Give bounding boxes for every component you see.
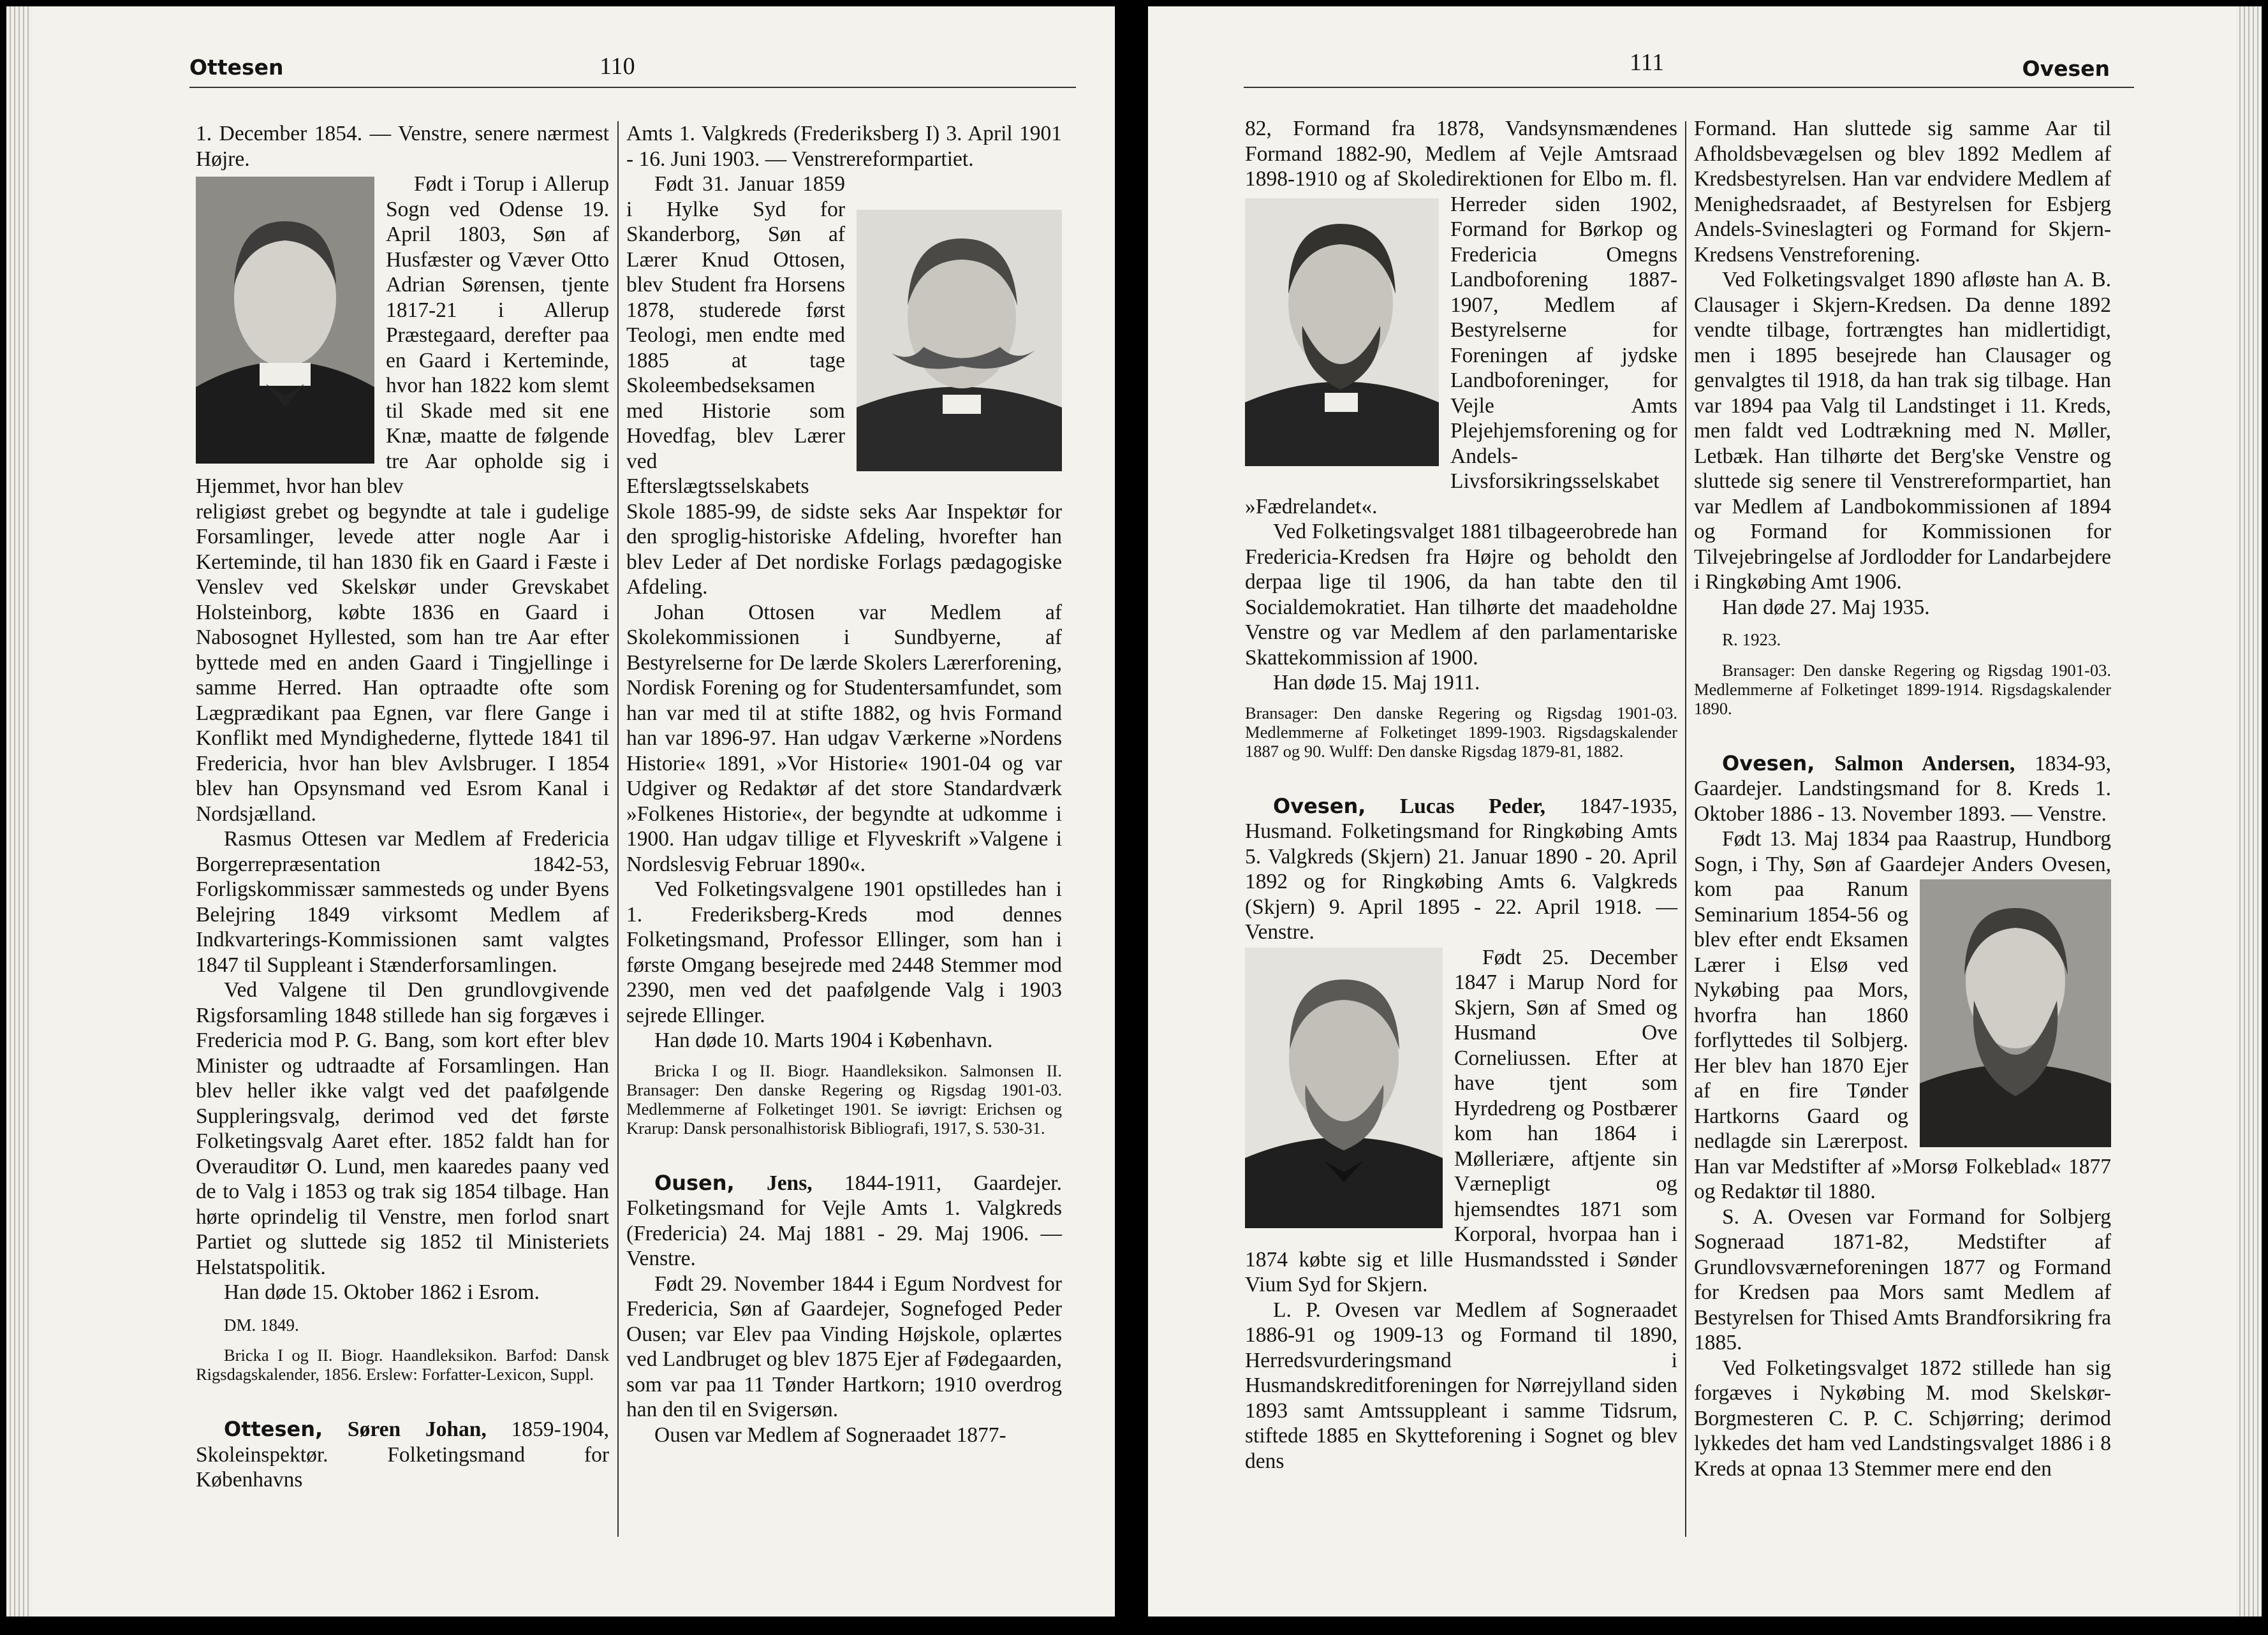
paragraph-text: Født 31. Januar 1859 i Hylke Syd for Skanderborg, Søn af Lærer Knud Ottosen, blev Student fra Horsens 1878, studerede først Teologi, men endte med 1885 at tage Skoleembedseksamen med Historie som Hovedfag, blev Lærer ved Efterslægtsselskabets Skole 1885-99, de sidste seks Aar Inspektør for den sproglig-historiske Afdeling, hvorefter han blev Leder af Det nordiske Forlags pædagogiske Afdeling. <box>626 172 1062 599</box>
entry-heading <box>1245 794 1677 945</box>
paragraph-text: Født i Torup i Allerup Sogn ved Odense 19. April 1803, Søn af Husfæster og Væver Otto Adrian Sørensen, tjente 1817-21 i Allerup Præstegaard, derefter paa en Gaard i Kerteminde, hvor han 1822 kom slemt til Skade med sit ene Knæ, maatte de følgende tre Aar opholde sig i Hjemmet, hvor han blev <box>196 172 609 498</box>
right-page <box>1148 6 2262 1617</box>
paragraph: S. A. Ovesen var Formand for Solbjerg Sogneraad 1871-82, Medstifter af Grundlovsværneforeningen 1877 og Formand for Kredsen paa Mors samt Medlem af Bestyrelsen for Thised Amts Brandforsikring fra 1885. <box>1694 1205 2111 1354</box>
paragraph: Han døde 15. Maj 1911. <box>1273 671 1480 694</box>
paragraph: Ved Folketingsvalget 1881 tilbageerobrede han Fredericia-Kredsen fra Højre og beholdt den derpaa lige til 1906, da han tabte den til Socialdemokratiet. Han tilhørte det maadeholdne Venstre og var Medlem af den parlamentariske Skattekommission af 1900. <box>1245 520 1677 670</box>
left-column-2 <box>626 121 1062 1448</box>
paragraph: Ved Folketingsvalgene 1901 opstilledes han i 1. Frederiksberg-Kreds mod dennes Folketingsmand, Professor Ellinger, som han i første Omgang besejrede med 2448 Stemmer mod 2390, men ved det paafølgende Valg i 1903 sejrede Ellinger. <box>626 877 1062 1027</box>
page-edges <box>2236 6 2262 1617</box>
paragraph-text: Født 13. Maj 1834 paa Raastrup, Hundborg Sogn, i Thy, Søn af Gaardejer Anders Ovesen, kom paa Ranum <box>1694 827 2111 901</box>
right-column-2 <box>1694 116 2111 1481</box>
running-head-name: Ovesen <box>2022 56 2110 81</box>
paragraph <box>1245 116 1677 519</box>
entry-heading <box>626 1171 1062 1272</box>
entry-heading <box>196 1417 609 1493</box>
paragraph: Ousen var Medlem af Sogneraadet 1877- <box>654 1423 1006 1447</box>
entry-description: 1844-1911, Gaardejer. Folketingsmand for Vejle Amts 1. Valgkreds (Fredericia) 24. Maj 1881 - 29. Maj 1906. — Venstre. <box>626 1171 1062 1270</box>
entry-given-names: Salmon Andersen, <box>1815 751 2015 775</box>
portrait-image <box>196 177 374 464</box>
paragraph: L. P. Ovesen var Medlem af Sogneraadet 1886-91 og 1909-13 og Formand til 1890, Herredsvurderingsmand i Husmandskreditforeningen for Nørrejylland siden 1893 samt Amtssuppleant i samme Tidsrum, stiftede 1885 en Skytteforening i Sognet og blev dens <box>1245 1298 1677 1473</box>
page-edges <box>6 6 32 1617</box>
entry-given-names: Søren Johan, <box>323 1418 487 1441</box>
paragraph: Ved Folketingsvalget 1872 stillede han sig forgæves i Nykøbing M. mod Skelskør-Borgmesteren C. P. C. Schjørring; derimod lykkedes det ham ved Landstingsvalget 1886 i 8 Kreds at opnaa 13 Stemmer mere end den <box>1694 1356 2111 1481</box>
paragraph <box>626 172 1062 600</box>
sources-note: Bransager: Den danske Regering og Rigsdag 1901-03. Medlemmerne af Folketinget 1899-1903. Rigsdagskalender 1887 og 90. Wulff: Den danske Rigsdag 1879-81, 1882. <box>1245 703 1677 761</box>
entry-description: 1859-1904, Skoleinspektør. Folketingsmand for Københavns <box>196 1418 609 1492</box>
sources-note: Bricka I og II. Biogr. Haandleksikon. Barfod: Dansk Rigsdagskalender, 1856. Erslew: Forfatter-Lexicon, Suppl. <box>196 1345 609 1384</box>
portrait-photo <box>857 210 1062 471</box>
left-page <box>6 6 1115 1617</box>
paragraph: Ved Folketingsvalget 1890 afløste han A. B. Clausager i Skjern-Kredsen. Da denne 1892 vendte tilbage, fortrængtes han midlertidigt, men i 1895 besejrede han Clausager og genvalgtes til 1918, da han trak sig tilbage. Han var 1894 paa Valg til Landstinget i 11. Kreds, men faldt ved Lodtrækning med N. Møller, Letbæk. Han tilhørte det Berg'ske Venstre og sluttede sig senere til Venstrereformpartiet, han var Medlem af Landbokommissionen af 1894 og Formand for Kommissionen for Tilvejebringelse af Jordlodder for Landarbejdere i Ringkøbing Amt 1906. <box>1694 268 2111 594</box>
entry-surname: Ottesen, <box>224 1417 323 1441</box>
paragraph: Han døde 10. Marts 1904 i København. <box>654 1029 993 1052</box>
paragraph <box>196 172 609 499</box>
paragraph: Han døde 15. Oktober 1862 i Esrom. <box>224 1280 540 1304</box>
portrait-image <box>1920 879 2111 1147</box>
portrait-photo <box>1245 198 1439 466</box>
portrait-photo <box>196 177 374 464</box>
page-number: 110 <box>600 53 635 80</box>
column-divider <box>617 121 619 1537</box>
paragraph <box>1694 826 2111 1205</box>
portrait-image <box>1245 198 1439 466</box>
portrait-photo <box>1920 879 2111 1147</box>
entry-surname: Ovesen, <box>1722 751 1815 775</box>
paragraph: religiøst grebet og begyndte at tale i gudelige Forsamlinger, levede atter nogle Aar i Kerteminde, til han 1830 fik en Gaard i Fæste i Venslev ved Skelskør under Grevskabet Holsteinborg, købte 1836 en Gaard i Nabosognet Hyllested, som han tre Aar efter byttede med en anden Gaard i Tingjellinge i samme Herred. Han optraadte ofte som Lægprædikant paa Egnen, var flere Gange i Konflikt med Myndighederne, flyttede 1841 til Fredericia, hvor han blev Avlsbruger. I 1854 blev han Opsynsmand ved Esrom Kanal i Nordsjælland. <box>196 499 609 826</box>
entry-heading <box>1694 751 2111 827</box>
paragraph-text: Født 25. December 1847 i Marup Nord for Skjern, Søn af Smed og Husmand Ove Corneliussen. Efter at have tjent som Hyrdedreng og Postbærer kom han 1864 i Mølleriære, aftjente sin Værnepligt og hjemsendtes 1871 som Korporal, hvorpaa han i 1874 købte sig et lille Husmandssted i Sønder Vium Syd for Skjern. <box>1245 945 1677 1296</box>
header-rule <box>189 87 1076 88</box>
sources-note: Bransager: Den danske Regering og Rigsdag 1901-03. Medlemmerne af Folketinget 1899-1914. Rigsdagskalender 1890. <box>1694 660 2111 718</box>
entry-given-names: Jens, <box>734 1171 813 1195</box>
paragraph <box>1245 945 1677 1298</box>
portrait-image <box>857 210 1062 471</box>
paragraph-text: Elbo m. fl. Herreder siden 1902, Formand for Børkop og Fredericia Omegns Landboforening 1887-1907, Medlem af Bestyrelserne for Foreningen af jydske Landboforeninger, for Vejle Amts Plejehjemsforening og for Andels-Livsforsikringsselskabet »Fædrelandet«. <box>1245 167 1678 518</box>
portrait-photo <box>1245 948 1443 1228</box>
running-head-name: Ottesen <box>189 55 284 80</box>
paragraph-text: Seminarium 1854-56 og blev efter endt Eksamen Lærer i Elsø ved Nykøbing paa Mors, hvorfra han 1860 forflyttedes til Solbjerg. Her blev han 1870 Ejer af en fire Tønder Hartkorns Gaard og nedlagde sin Lærerpost. Han var Medstifter af »Morsø Folkeblad« 1877 og Redaktør til 1880. <box>1694 902 2111 1203</box>
paragraph-text: 82, Formand fra 1878, Vandsynsmændenes Formand 1882-90, Medlem af Vejle Amtsraad 1898-1910 og af Skoledirektionen for <box>1245 117 1677 191</box>
paragraph: Formand. Han sluttede sig samme Aar til Afholdsbevægelsen og blev 1892 Medlem af Kredsbestyrelsen. Han var endvidere Medlem af Menighedsraadet, af Bestyrelsen for Esbjerg Andels-Svineslagteri og Formand for Skjern-Kredsens Venstreforening. <box>1694 117 2111 267</box>
paragraph: 1. December 1854. — Venstre, senere nærmest Højre. <box>196 122 609 171</box>
right-column-1 <box>1245 116 1677 1474</box>
paragraph: Han døde 27. Maj 1935. <box>1722 595 1930 619</box>
left-column-1 <box>196 121 609 1493</box>
sources-note: Bricka I og II. Biogr. Haandleksikon. Salmonsen II. Bransager: Den danske Regering og Rigsdag 1901-03. Medlemmerne af Folketinget 1901. Se iøvrigt: Erichsen og Krarup: Dansk personalhistorisk Bibliografi, 1917, S. 530-31. <box>626 1060 1062 1138</box>
entry-given-names: Lucas Peder, <box>1366 794 1546 818</box>
column-divider <box>1685 121 1686 1537</box>
header-rule <box>1244 87 2134 88</box>
portrait-image <box>1245 948 1443 1228</box>
entry-surname: Ousen, <box>654 1170 735 1195</box>
paragraph: Ved Valgene til Den grundlovgivende Rigsforsamling 1848 stillede han sig forgæves i Fredericia mod P. G. Bang, som kort efter blev Minister og udtraadte af Forsamlingen. Han blev heller ikke valgt ved det paafølgende Suppleringsvalg, derimod ved det første Folketingsvalg Aaret efter. 1852 faldt han for Overauditør O. Lund, men kaaredes paany ved de to Valg i 1853 og trak sig 1854 tilbage. Han hørte oprindelig til Venstre, men forlod snart Partiet og sluttede sig 1852 til Ministeriets Helstatspolitik. <box>196 978 609 1279</box>
honours-line: R. 1923. <box>1722 630 1781 649</box>
entry-description: 1834-93, Gaardejer. Landstingsmand for 8. Kreds 1. Oktober 1886 - 13. November 1893. — Venstre. <box>1694 751 2112 826</box>
paragraph: Amts 1. Valgkreds (Frederiksberg I) 3. April 1901 - 16. Juni 1903. — Venstrereformpartiet. <box>626 122 1062 171</box>
paragraph: Rasmus Ottesen var Medlem af Fredericia Borgerrepræsentation 1842-53, Forligskommissær sammesteds og under Byens Belejring 1849 virksomt Medlem af Indkvarterings-Kommissionen samt valgtes 1847 til Suppleant i Stænderforsamlingen. <box>196 827 609 977</box>
entry-surname: Ovesen, <box>1273 793 1366 818</box>
entry-description: 1847-1935, Husmand. Folketingsmand for Ringkøbing Amts 5. Valgkreds (Skjern) 21. Januar 1890 - 20. April 1892 og for Ringkøbing Amts 6. Valgkreds (Skjern) 9. April 1895 - 22. April 1918. — Venstre. <box>1245 794 1678 944</box>
paragraph: Født 29. November 1844 i Egum Nordvest for Fredericia, Søn af Gaardejer, Sognefoged Peder Ousen; var Elev paa Vinding Højskole, oplærtes ved Landbruget og blev 1875 Ejer af Fødegaarden, som var paa 11 Tønder Hartkorn; 1910 overdrog han den til en Svigersøn. <box>626 1272 1062 1421</box>
page-number: 111 <box>1630 49 1665 76</box>
paragraph: Johan Ottosen var Medlem af Skolekommissionen i Sundbyerne, af Bestyrelserne for De lærde Skolers Lærerforening, Nordisk Forening og for Studentersamfundet, som han var med til at stifte 1882, og hvis Formand han var 1896-97. Han udgav Værkerne »Nordens Historie« 1891, »Vor Historie« 1901-04 og var Udgiver og Redaktør af det store Standardværk »Folkenes Historie«, der begyndte at udkomme i 1900. Han udgav tillige et Flyveskrift »Valgene i Nordslesvig Februar 1890«. <box>626 600 1062 876</box>
honours-line: DM. 1849. <box>224 1315 299 1335</box>
